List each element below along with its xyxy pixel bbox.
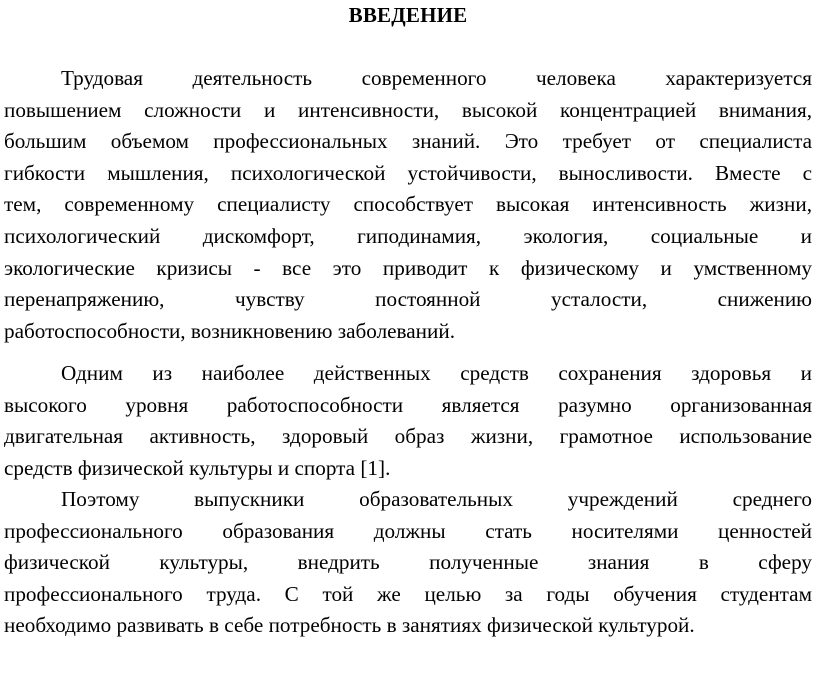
paragraph-line: средств физической культуры и спорта [1]. (4, 455, 391, 480)
paragraph-line: профессионального труда. С той же целью за годы обучения студентам (4, 581, 812, 606)
document-heading: ВВЕДЕНИЕ (348, 3, 468, 27)
paragraph-line: экологические кризисы - все это приводит к физическому и умственному (4, 255, 812, 280)
paragraph-line: необходимо развивать в себе потребность в занятиях физической культурой. (4, 613, 695, 638)
paragraph-line: психологический дискомфорт, гиподинамия, экология, социальные и (4, 223, 812, 248)
paragraph-line: профессионального образования должны стать носителями ценностей (4, 518, 812, 543)
paragraph-line: большим объемом профессиональных знаний. Это требует от специалиста (4, 129, 812, 154)
paragraph-line: физической культуры, внедрить полученные знания в сферу (4, 550, 812, 575)
paragraph-line: высокого уровня работоспособности является разумно организованная (4, 392, 812, 417)
paragraph-3 (4, 484, 812, 642)
paragraph-line: тем, современному специалисту способствует высокая интенсивность жизни, (4, 192, 812, 217)
paragraph-1 (4, 63, 812, 347)
paragraph-line: перенапряжению, чувству постоянной усталости, снижению (4, 287, 812, 312)
paragraph-line: работоспособности, возникновению заболеваний. (4, 318, 455, 343)
paragraph-line: гибкости мышления, психологической устойчивости, выносливости. Вместе с (4, 160, 812, 185)
paragraph-line: Одним из наиболее действенных средств сохранения здоровья и (61, 361, 812, 385)
paragraph-line: Поэтому выпускники образовательных учреждений среднего (61, 487, 812, 511)
paragraph-line: Трудовая деятельность современного человека характеризуется (61, 66, 812, 90)
paragraph-line: двигательная активность, здоровый образ жизни, грамотное использование (4, 424, 812, 449)
paragraph-line: повышением сложности и интенсивности, высокой концентрацией внимания, (4, 97, 812, 122)
paragraph-2 (4, 358, 812, 484)
